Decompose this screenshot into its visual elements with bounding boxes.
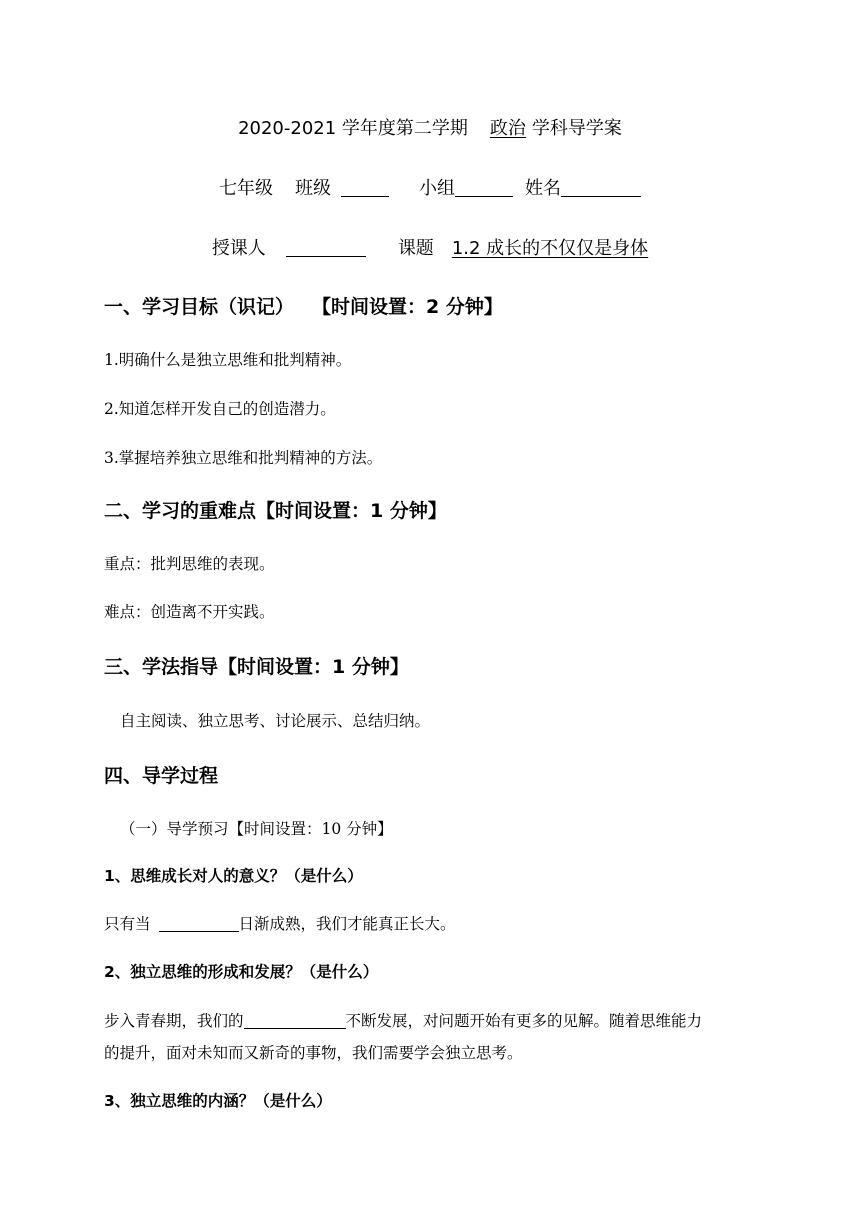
goal-item-3: 3.掌握培养独立思维和批判精神的方法。 (104, 449, 383, 467)
topic-title: 1.2 成长的不仅仅是身体 (451, 238, 649, 259)
class-blank[interactable] (341, 178, 389, 197)
question-2-fill (104, 1009, 702, 1031)
q2-blank[interactable] (244, 1013, 346, 1030)
section-1-time: 【时间设置：2 分钟】 (312, 296, 503, 318)
name-label: 姓名 (525, 178, 561, 199)
q2-suffix: 不断发展，对问题开始有更多的见解。随着思维能力 (345, 1012, 703, 1030)
question-1: 1、思维成长对人的意义？（是什么） (104, 867, 363, 885)
section-1-heading (104, 292, 503, 319)
section-4-heading: 四、导学过程 (104, 765, 219, 787)
difficult-point: 难点：创造离不开实践。 (104, 603, 275, 621)
question-2-line-2: 的提升，面对未知而又新奇的事物，我们需要学会独立思考。 (104, 1044, 523, 1062)
name-blank[interactable] (561, 178, 641, 197)
grade-label: 七年级 (219, 178, 273, 199)
goal-item-1: 1.明确什么是独立思维和批判精神。 (104, 351, 352, 369)
section-1-title: 一、学习目标（识记） (104, 296, 295, 318)
q2-prefix: 步入青春期，我们的 (104, 1012, 244, 1030)
subject: 政治 (489, 118, 526, 139)
question-2: 2、独立思维的形成和发展？（是什么） (104, 963, 379, 981)
subject-suffix: 学科导学案 (531, 118, 622, 139)
doc-title (0, 114, 860, 140)
group-blank[interactable] (455, 178, 513, 197)
topic-label: 课题 (397, 238, 434, 259)
method-text: 自主阅读、独立思考、讨论展示、总结归纳。 (120, 712, 431, 730)
q1-prefix: 只有当 (104, 915, 151, 933)
year-term: 2020-2021 学年度第二学期 (238, 118, 468, 139)
section-2-heading: 二、学习的重难点【时间设置：1 分钟】 (104, 500, 447, 522)
question-3: 3、独立思维的内涵？（是什么） (104, 1092, 332, 1110)
group-label: 小组 (419, 178, 455, 199)
question-1-fill (104, 912, 456, 934)
q1-suffix: 日渐成熟，我们才能真正长大。 (238, 915, 456, 933)
class-label: 班级 (295, 178, 331, 199)
teacher-label: 授课人 (211, 238, 266, 259)
lesson-info-row (0, 234, 860, 260)
key-point: 重点：批判思维的表现。 (104, 555, 275, 573)
q1-blank[interactable] (159, 916, 239, 933)
goal-item-2: 2.知道怎样开发自己的创造潜力。 (104, 400, 336, 418)
student-info-row (0, 174, 860, 200)
section-3-heading: 三、学法指导【时间设置：1 分钟】 (104, 656, 409, 678)
teacher-blank[interactable] (286, 238, 366, 257)
preview-subheading: （一）导学预习【时间设置：10 分钟】 (120, 820, 393, 838)
